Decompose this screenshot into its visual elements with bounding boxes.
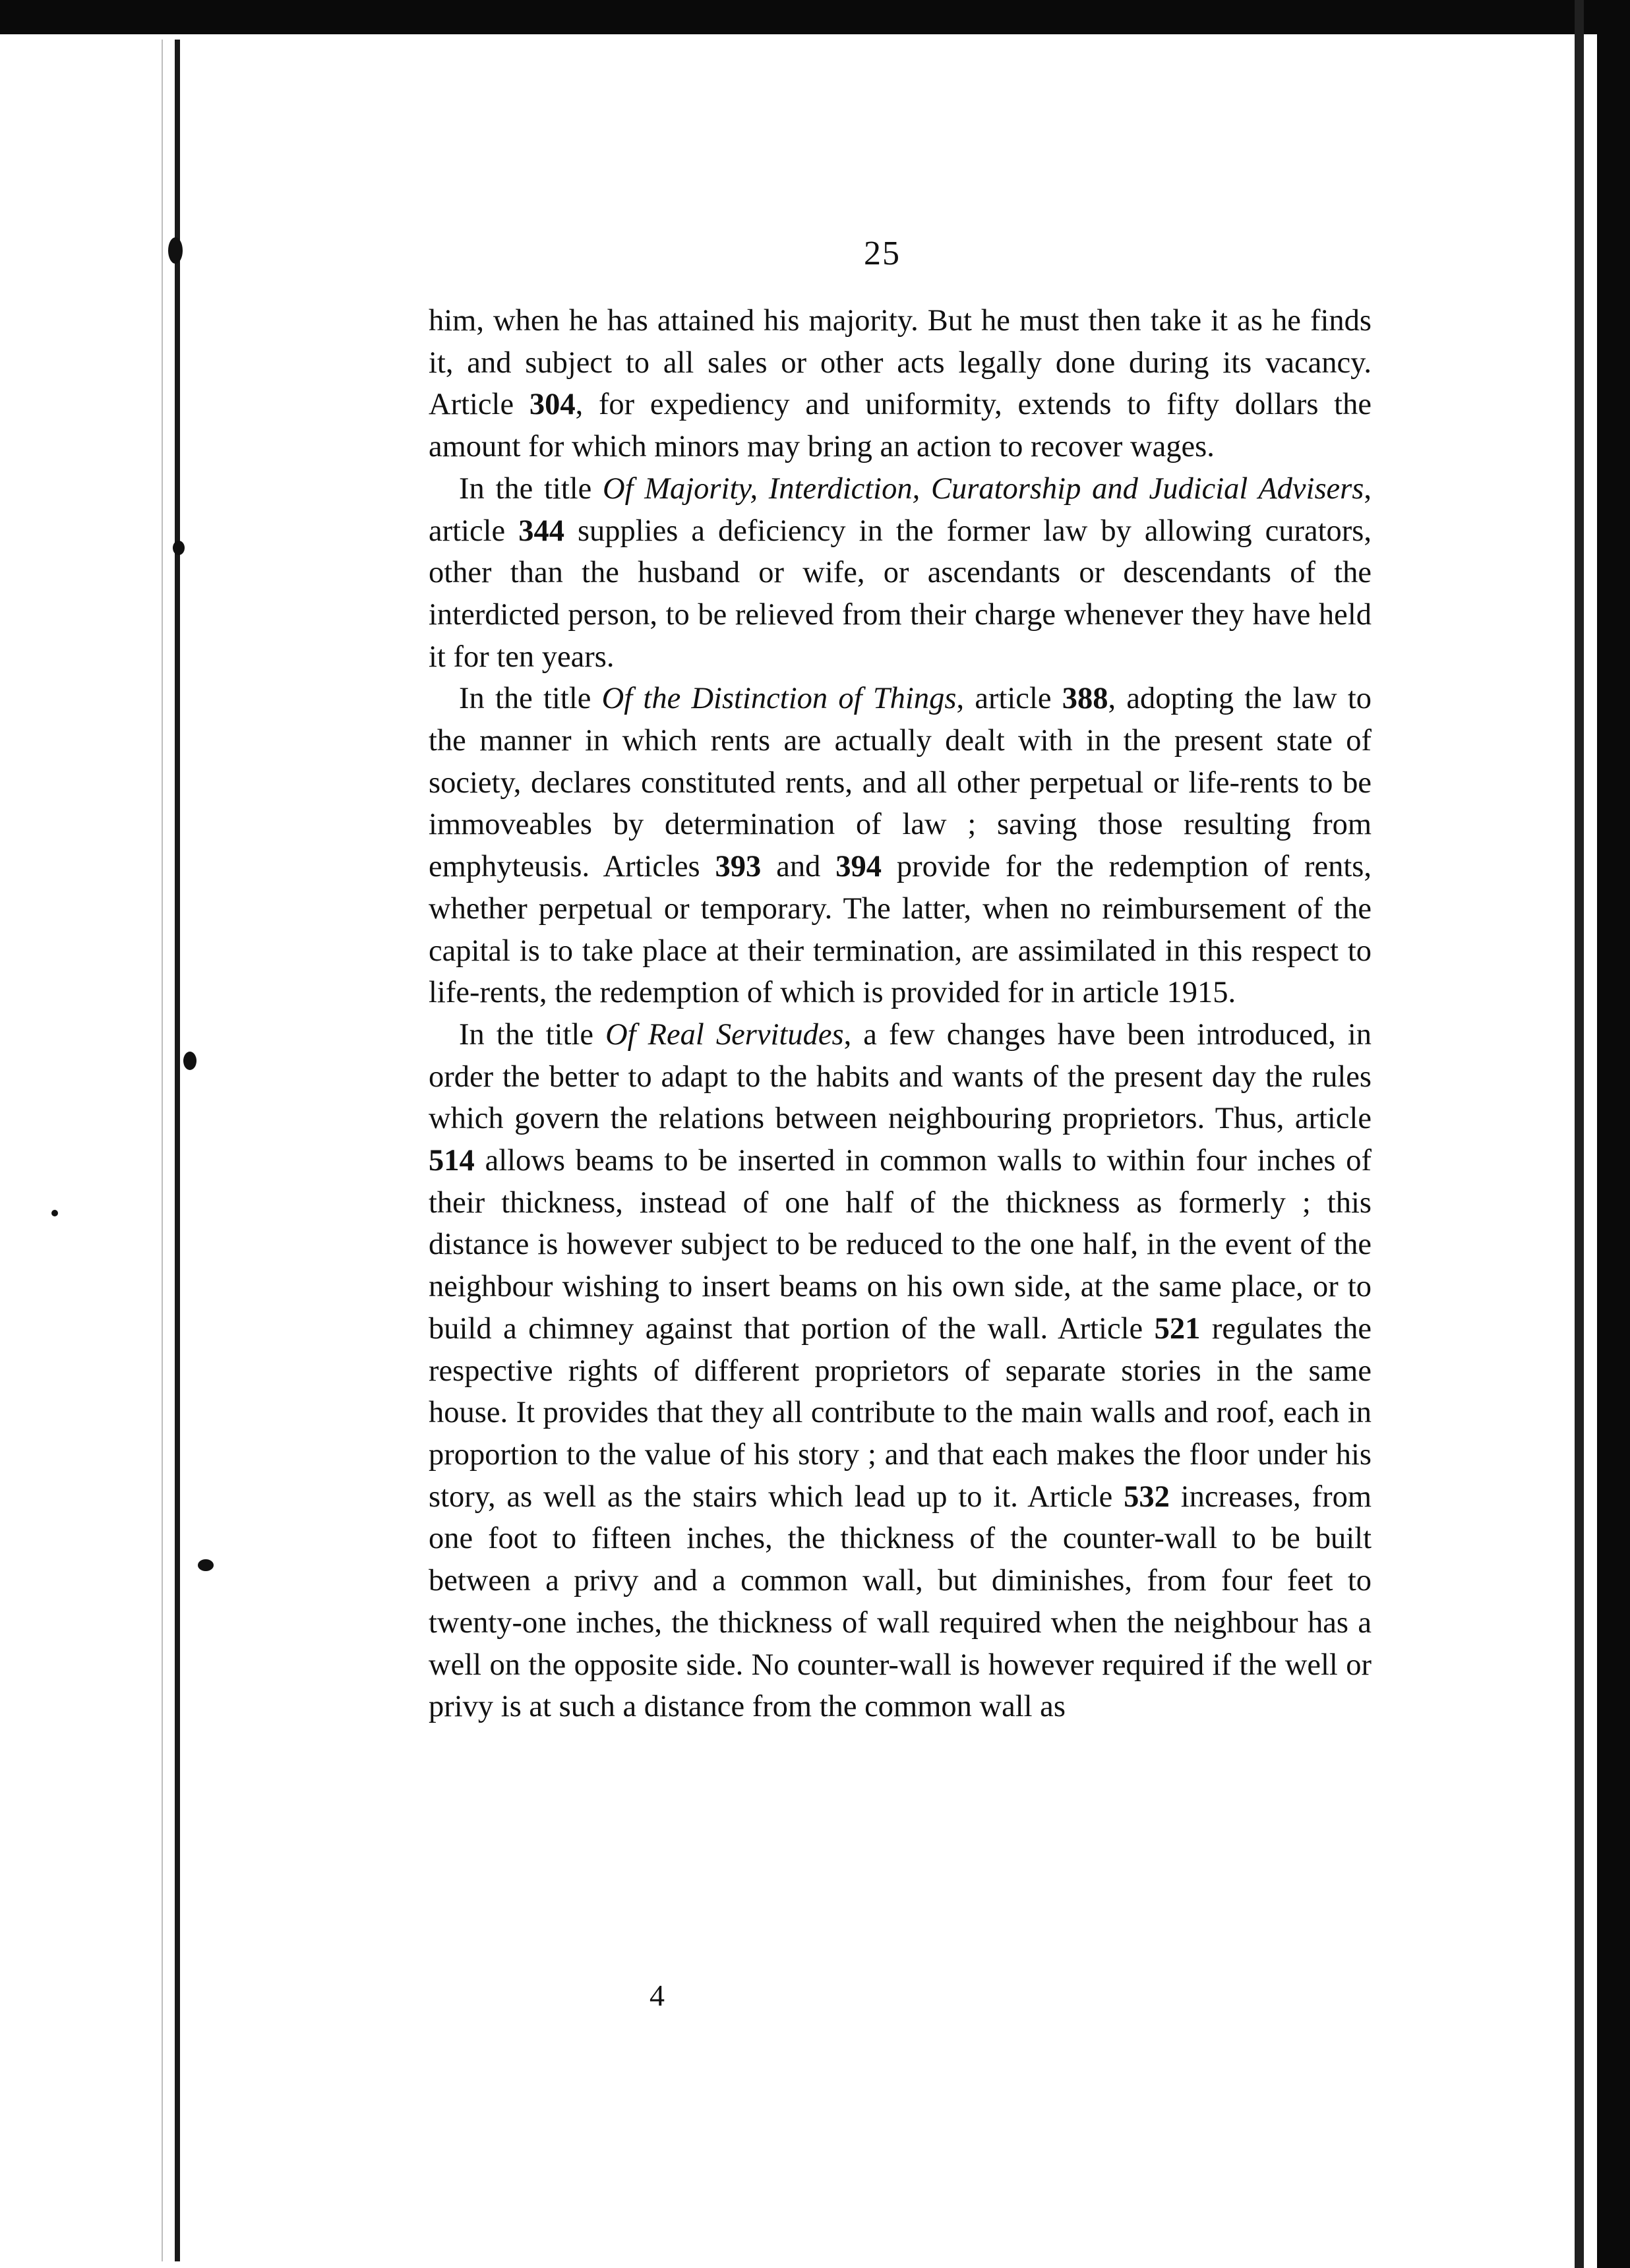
article-number: 388 bbox=[1062, 682, 1108, 716]
title-name: Of Real Servitudes bbox=[605, 1017, 844, 1052]
binding-mark bbox=[51, 1210, 58, 1216]
text-run: , a few changes have been introduced, in order the better to adapt to the habits and wants of the present day the rules which govern the relations between neighbouring proprietors. Thus, article bbox=[429, 1017, 1372, 1136]
paragraph bbox=[429, 468, 1372, 678]
text-run: regulates the respective rights of different proprietors of separate stories in the same house. It provides that they all contribute to the main walls and roof, each in proportion to the value of his story ; and that each makes the floor under his story, as well as the stairs which lead up to it. Article bbox=[429, 1311, 1372, 1514]
text-run: him, when he has attained his majority. But he must then take it as he finds it, and subject to all sales or other acts legally done during its vacancy. Article bbox=[429, 304, 1372, 422]
article-number: 532 bbox=[1124, 1479, 1170, 1514]
binding-mark bbox=[168, 237, 183, 264]
text-run: and bbox=[761, 850, 836, 884]
text-run: In the title bbox=[459, 682, 602, 716]
binding-rule bbox=[175, 40, 180, 2261]
scan-top-border bbox=[0, 0, 1630, 34]
page-number: 25 bbox=[864, 235, 901, 272]
paragraph bbox=[429, 300, 1372, 468]
title-name: Of Majority, Interdiction, Curatorship and Judicial Advisers bbox=[603, 471, 1364, 506]
scan-right-border bbox=[1597, 0, 1630, 2268]
article-number: 344 bbox=[518, 514, 564, 548]
title-name: Of the Distinction of Things bbox=[601, 682, 957, 716]
text-run: , article bbox=[956, 682, 1062, 716]
article-number: 394 bbox=[835, 850, 882, 884]
text-run: , article bbox=[429, 471, 1372, 548]
binding-mark bbox=[198, 1559, 214, 1571]
binding-mark bbox=[183, 1052, 196, 1070]
text-run: , for expediency and uniformity, extends to fifty dollars the amount for which minors may bring an action to recover wages. bbox=[429, 388, 1372, 464]
scan-right-edge bbox=[1575, 0, 1584, 2268]
text-run: supplies a deficiency in the former law by allowing curators, other than the husband or wife, or ascendants or descendants of the interdicted person, to be relieved from their charge whenever they have held it for ten years. bbox=[429, 514, 1372, 674]
text-run: allows beams to be inserted in common walls to within four inches of their thickness, instead of one half of the thickness as formerly ; this distance is however subject to be reduced to the one half, in the event of the neighbour wishing to insert beams on his own side, at the same place, or to build a chimney against that portion of the wall. Article bbox=[429, 1144, 1372, 1346]
body-text bbox=[429, 300, 1372, 1728]
paragraph bbox=[429, 1014, 1372, 1728]
signature-mark: 4 bbox=[649, 1979, 665, 2012]
binding-mark bbox=[173, 541, 185, 555]
article-number: 304 bbox=[529, 388, 576, 422]
text-run: In the title bbox=[459, 471, 603, 506]
article-number: 393 bbox=[715, 850, 762, 884]
paragraph bbox=[429, 678, 1372, 1014]
article-number: 521 bbox=[1154, 1311, 1201, 1346]
article-number: 514 bbox=[429, 1144, 475, 1178]
text-run: provide for the redemption of rents, whether perpetual or temporary. The latter, when no reimbursement of the capital is to take place at their termination, are assimilated in this respect to life-rents, the redemption of which is provided for in article 1915. bbox=[429, 850, 1372, 1010]
text-run: , adopting the law to the manner in which rents are actually dealt with in the present state of society, declares constituted rents, and all other perpetual or life-rents to be immoveables by determination of law ; saving those resulting from emphyteusis. Articles bbox=[429, 682, 1372, 884]
text-run: increases, from one foot to fifteen inches, the thickness of the counter-wall to be built between a privy and a common wall, but diminishes, from four feet to twenty-one inches, the thickness of wall required when the neighbour has a well on the opposite side. No counter-wall is however required if the well or privy is at such a distance from the common wall as bbox=[429, 1479, 1372, 1724]
binding-shadow bbox=[162, 40, 163, 2261]
text-run: In the title bbox=[459, 1017, 606, 1052]
